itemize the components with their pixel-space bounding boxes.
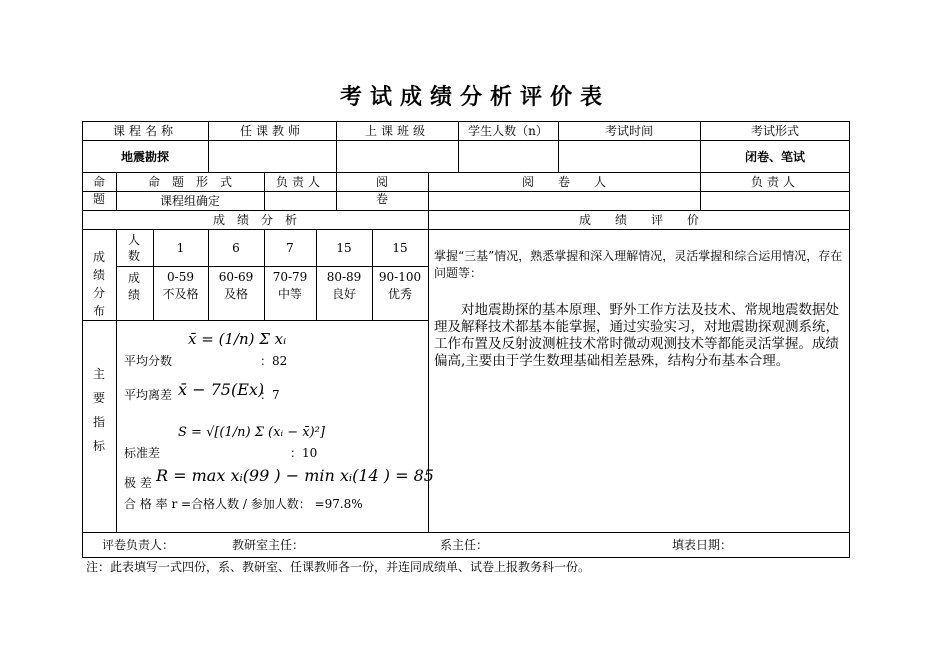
exam-form-label: 考试形式 (750, 124, 799, 138)
grade-label: 成绩 (127, 271, 140, 302)
proposition-form-label: 命 题 形 式 (147, 175, 232, 189)
range-label: 极 差 (124, 476, 152, 490)
count-cell: 15 (336, 241, 352, 255)
level-cell: 不及格 (162, 287, 199, 301)
page-title: 考试成绩分析评价表 (339, 85, 610, 110)
reviewer-sign: 评卷负责人： (102, 538, 175, 552)
course-name-label: 课程名称 (112, 124, 177, 138)
dept-head-sign: 系主任： (440, 538, 489, 552)
level-cell: 中等 (277, 287, 302, 301)
proposition-responsible-label: 负责人 (275, 175, 324, 189)
std-label: 标准差 (124, 446, 161, 460)
count-cell: 6 (232, 241, 240, 255)
range-formula: R = max xᵢ(99 ) − min xᵢ(14 ) = 85 (156, 466, 434, 485)
deviation-label: 平均离差 (124, 388, 173, 402)
range-cell: 80-89 (326, 270, 362, 284)
range-cell: 90-100 (378, 270, 422, 284)
review-label: 阅卷 (375, 175, 388, 206)
footnote: 注：此表填写一式四份，系、教研室、任课教师各一份，并连同成绩单、试卷上报教务科一份。 (86, 560, 591, 574)
deviation-formula: x̄ − 75(Ex) (178, 380, 265, 399)
indicators-label: 主要指标 (92, 367, 105, 453)
proposition-label: 命题 (92, 175, 105, 206)
exam-form-value: 闭卷、笔试 (744, 150, 805, 164)
mean-label: 平均分数 (124, 354, 173, 368)
range-cell: 70-79 (272, 270, 308, 284)
proposition-form-value: 课程组确定 (159, 194, 220, 208)
evaluation-text: 对地震勘探的基本原理、野外工作方法及技术、常规地震数据处理及解释技术都基本能掌握，通过实验实习，对地震勘探观测系统，工作布置及反射波测桩技术常时微动观测技术等都能灵活掌握。成绩偏高,主要由于学生数理基础相差悬殊，结构分布基本合理。 (434, 302, 839, 369)
count-cell: 7 (286, 241, 294, 255)
count-cell: 15 (392, 241, 408, 255)
evaluation-section-header: 成 绩 评 价 (578, 213, 699, 227)
exam-time-label: 考试时间 (604, 124, 653, 138)
count-cell: 1 (176, 241, 185, 255)
level-cell: 优秀 (387, 287, 412, 301)
pass-rate: 合 格 率 r =合格人数 / 参加人数： =97.8% (124, 497, 363, 511)
reviewers-label: 阅 卷 人 (521, 175, 606, 189)
mean-formula: x̄ = (1/n) Σ xᵢ (188, 330, 287, 348)
deviation-value: ：7 (260, 388, 280, 402)
teacher-label: 任课教师 (239, 124, 304, 138)
director-sign: 教研室主任： (232, 538, 305, 552)
analysis-section-header: 成 绩 分 析 (212, 213, 297, 227)
date-field: 填表日期： (672, 538, 733, 552)
range-cell: 60-69 (218, 270, 254, 284)
std-formula: S = √[(1/n) Σ (xᵢ − x̄)²] (178, 425, 325, 440)
std-value: ：10 (290, 446, 318, 460)
evaluation-prompt: 掌握“三基”情况，熟悉掌握和深入理解情况，灵活掌握和综合运用情况，存在问题等： (434, 249, 843, 280)
level-cell: 及格 (223, 287, 248, 301)
class-label: 上课班级 (364, 124, 429, 138)
course-name-value: 地震勘探 (120, 150, 169, 164)
mean-value: ：82 (260, 354, 288, 368)
distribution-label: 成绩分布 (92, 250, 105, 318)
review-responsible-label: 负责人 (750, 175, 799, 189)
range-cell: 0-59 (167, 270, 194, 284)
level-cell: 良好 (331, 287, 356, 301)
count-label: 人数 (127, 233, 140, 263)
students-label: 学生人数（n） (468, 124, 548, 138)
